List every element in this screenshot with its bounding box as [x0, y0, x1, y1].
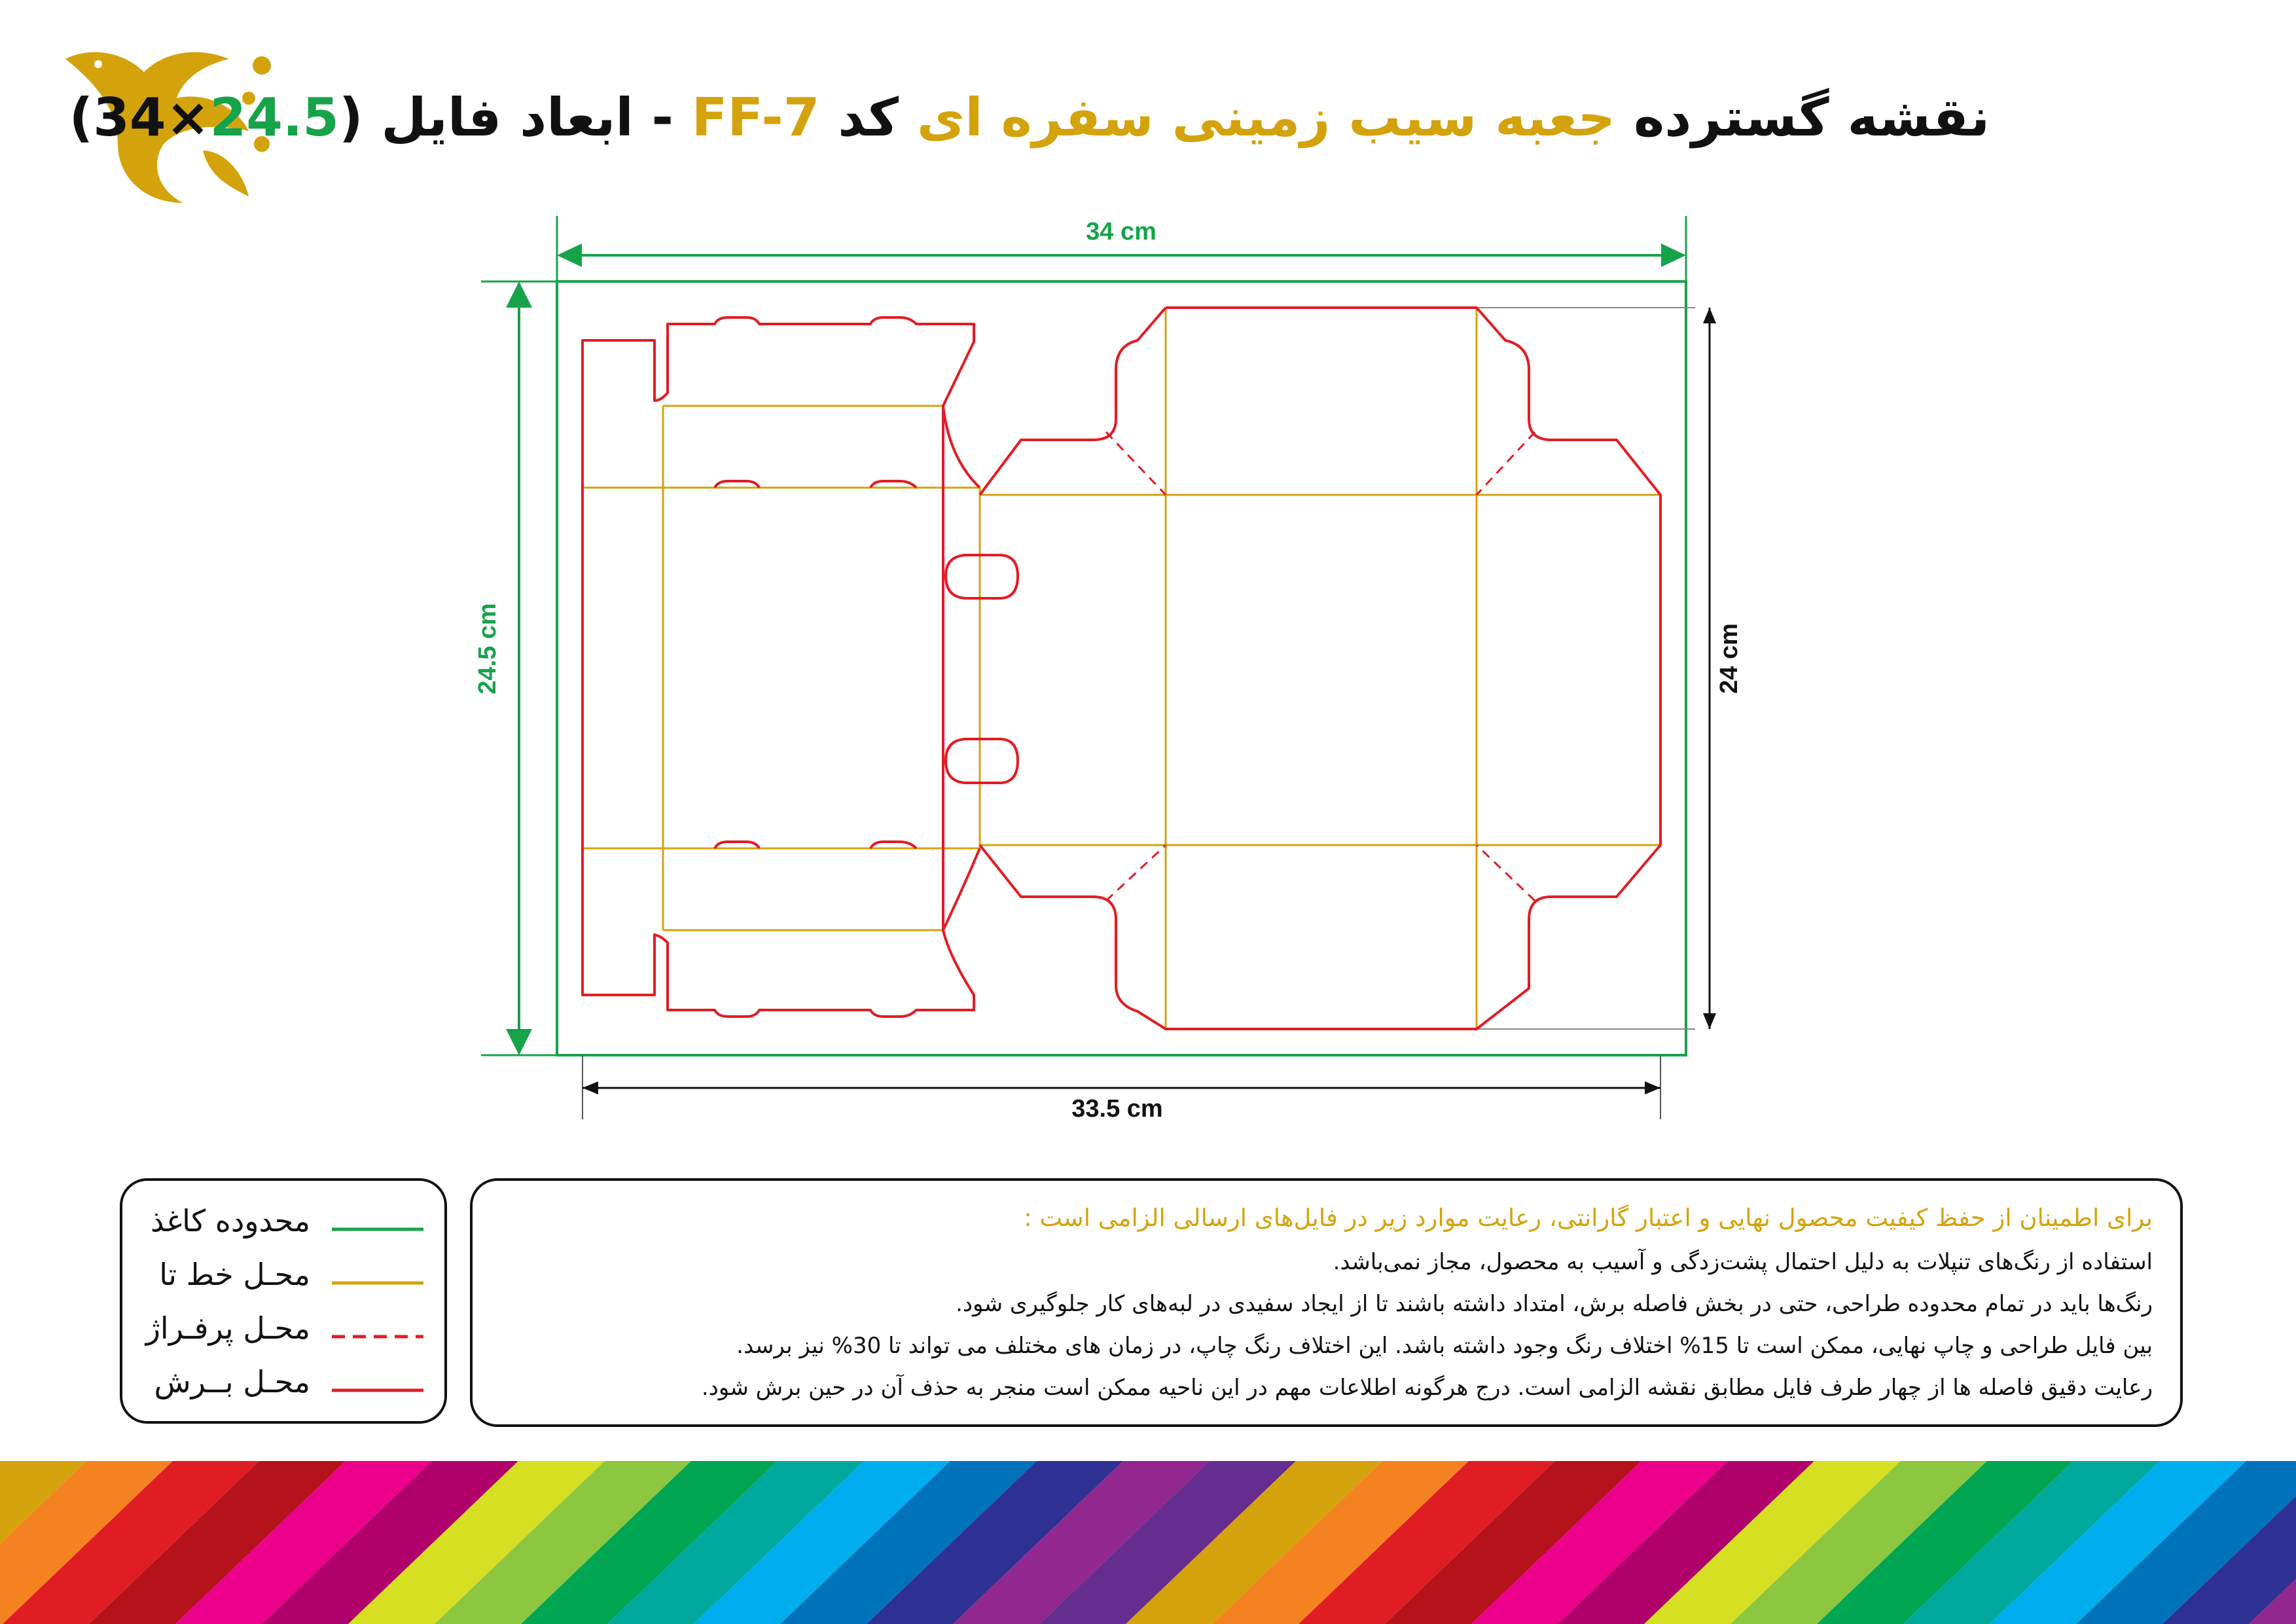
- cut-lines: [583, 308, 1660, 1029]
- paper-boundary: [557, 281, 1686, 1055]
- notes-line-4: رعایت دقیق فاصله ها از چهار طرف فایل مطابق نقشه الزامی است. درج هرگونه اطلاعات مهم در این ناحیه ممکن است منجر به حذف آن در حین برش شود.: [701, 1375, 2153, 1401]
- box-width-dimension: [583, 1055, 1660, 1123]
- perforation-lines: [1106, 432, 1535, 901]
- title-close: ): [69, 87, 94, 148]
- title-dim-a: 24.5: [209, 87, 339, 148]
- legend-swatch-paper: [332, 1197, 423, 1249]
- notes-box: [470, 1178, 2183, 1427]
- legend-swatch-cut: [332, 1358, 423, 1410]
- legend-label-fold: محـل خط تا: [159, 1257, 310, 1292]
- legend-swatch-perforation: [332, 1304, 423, 1356]
- title-dim-x: ×: [166, 87, 210, 148]
- title-dim-b: 34: [93, 87, 166, 148]
- legend-swatch-fold: [332, 1250, 423, 1303]
- notes-line-2: رنگ‌ها باید در تمام محدوده طراحی، حتی در بخش فاصله برش، امتداد داشته باشند تا از ایجاد سفیدی در لبه‌های کار جلوگیری شود.: [956, 1291, 2153, 1317]
- legend-label-cut: محـل بــرش: [154, 1364, 310, 1399]
- title-code-label: کد: [838, 87, 899, 148]
- notes-heading: برای اطمینان از حفظ کیفیت محصول نهایی و اعتبار گارانتی، رعایت موارد زیر در فایل‌های ارسالی الزامی است :: [1024, 1204, 2153, 1232]
- legend-item-cut: [122, 1358, 444, 1410]
- paper-height-dimension: [474, 281, 557, 1055]
- legend-box: [120, 1178, 447, 1424]
- notes-line-3: بین فایل طراحی و چاپ نهایی، ممکن است تا 15% اختلاف رنگ وجود داشته باشد. این اختلاف رنگ چاپ، در زمان های مختلف می تواند تا 30% نیز برسد.: [736, 1333, 2153, 1359]
- legend-item-fold: [122, 1250, 444, 1303]
- paper-width-label: 34 cm: [1086, 218, 1157, 245]
- title-product: جعبه سیب زمینی سفره ای: [916, 87, 1616, 148]
- title-dims-label: - ابعاد فایل (: [338, 87, 673, 148]
- paper-height-label: 24.5 cm: [474, 603, 501, 695]
- box-height-label: 24 cm: [1715, 623, 1743, 694]
- decorative-stripes: [0, 1461, 2296, 1624]
- handle-cutout-bottom: [946, 739, 1018, 783]
- title-part1: نقشه گسترده: [1633, 87, 1990, 148]
- legend-item-paper: [122, 1197, 444, 1249]
- paper-width-dimension: [557, 216, 1686, 281]
- legend-item-perforation: [122, 1304, 444, 1356]
- legend-label-perforation: محـل پرفـراژ: [145, 1310, 310, 1346]
- title-code: FF-7: [691, 87, 820, 148]
- notes-line-1: استفاده از رنگ‌های تنپلات به دلیل احتمال پشت‌زدگی و آسیب به محصول، مجاز نمی‌باشد.: [1333, 1249, 2153, 1275]
- handle-cutout-top: [946, 555, 1018, 598]
- fold-lines: [583, 308, 1660, 1029]
- box-width-label: 33.5 cm: [1071, 1095, 1163, 1123]
- legend-label-paper: محدوده کاغذ: [150, 1203, 310, 1238]
- box-height-dimension: [1477, 308, 1743, 1029]
